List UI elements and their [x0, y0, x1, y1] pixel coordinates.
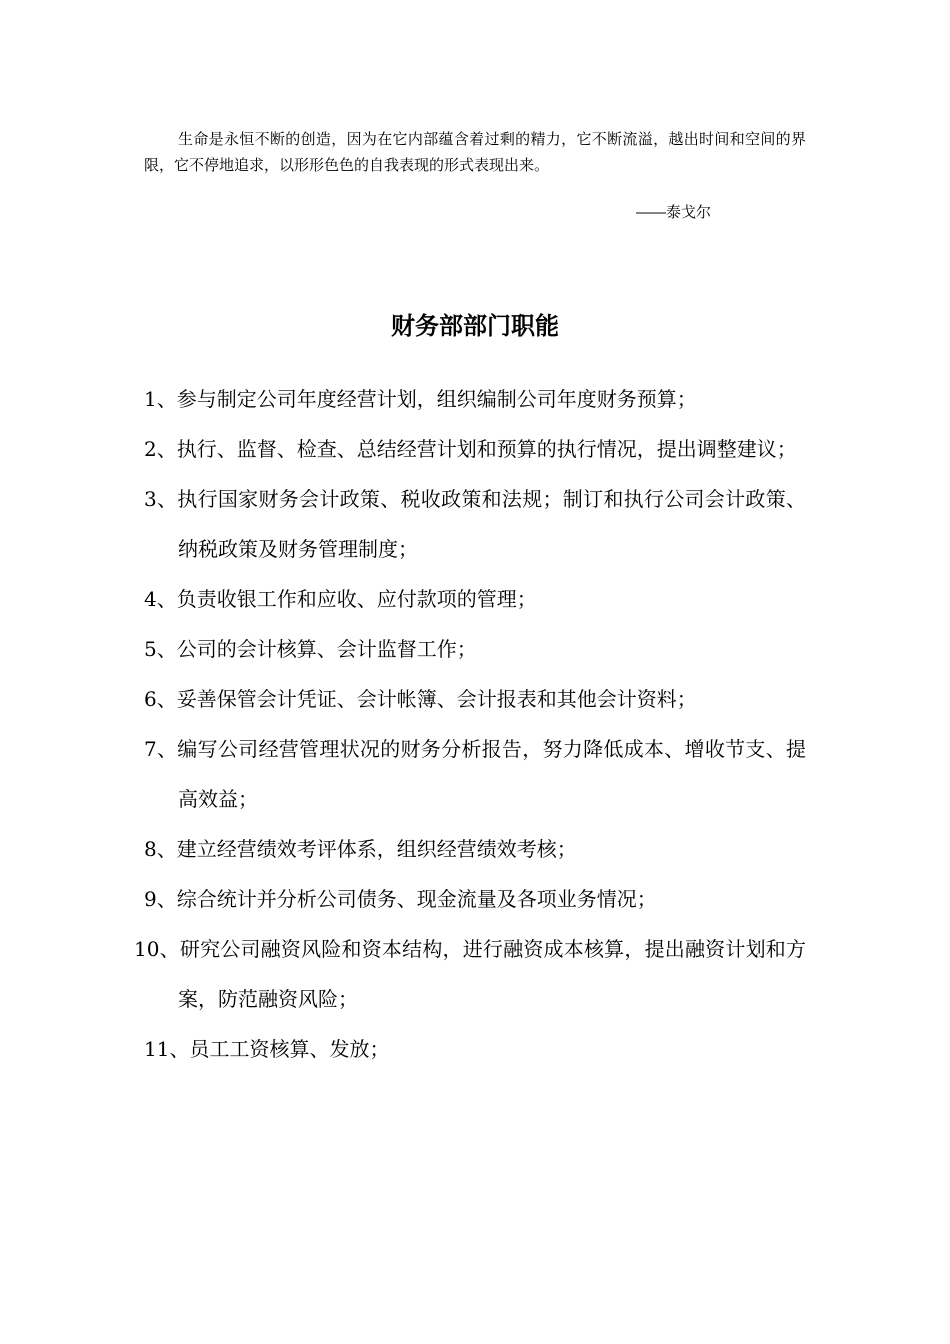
duty-item-5: 5、公司的会计核算、会计监督工作；: [144, 637, 477, 661]
duty-item-8: 8、建立经营绩效考评体系，组织经营绩效考核；: [144, 837, 577, 861]
duties-list: [134, 374, 806, 1074]
duty-item-3: 3、执行国家财务会计政策、税收政策和法规；制订和执行公司会计政策、纳税政策及财务管理制度；: [144, 487, 806, 561]
duty-item-6: 6、妥善保管会计凭证、会计帐簿、会计报表和其他会计资料；: [144, 687, 697, 711]
page-title: 财务部部门职能: [391, 311, 559, 340]
duty-item-11: 11、员工工资核算、发放；: [144, 1037, 390, 1061]
epigraph-text: 生命是永恒不断的创造，因为在它内部蕴含着过剩的精力，它不断流溢，越出时间和空间的界限，它不停地追求，以形形色色的自我表现的形式表现出来。: [144, 130, 806, 174]
epigraph-author: ――泰戈尔: [636, 203, 712, 221]
duty-item-4: 4、负责收银工作和应收、应付款项的管理；: [144, 587, 537, 611]
epigraph: [144, 126, 806, 178]
duty-item-7: 7、编写公司经营管理状况的财务分析报告，努力降低成本、增收节支、提高效益；: [144, 737, 806, 811]
duty-item-10: 10、研究公司融资风险和资本结构，进行融资成本核算，提出融资计划和方案，防范融资风险；: [134, 937, 806, 1011]
duty-item-2: 2、执行、监督、检查、总结经营计划和预算的执行情况，提出调整建议；: [144, 437, 797, 461]
duty-item-1: 1、参与制定公司年度经营计划，组织编制公司年度财务预算；: [144, 387, 697, 411]
duty-item-9: 9、综合统计并分析公司债务、现金流量及各项业务情况；: [144, 887, 657, 911]
